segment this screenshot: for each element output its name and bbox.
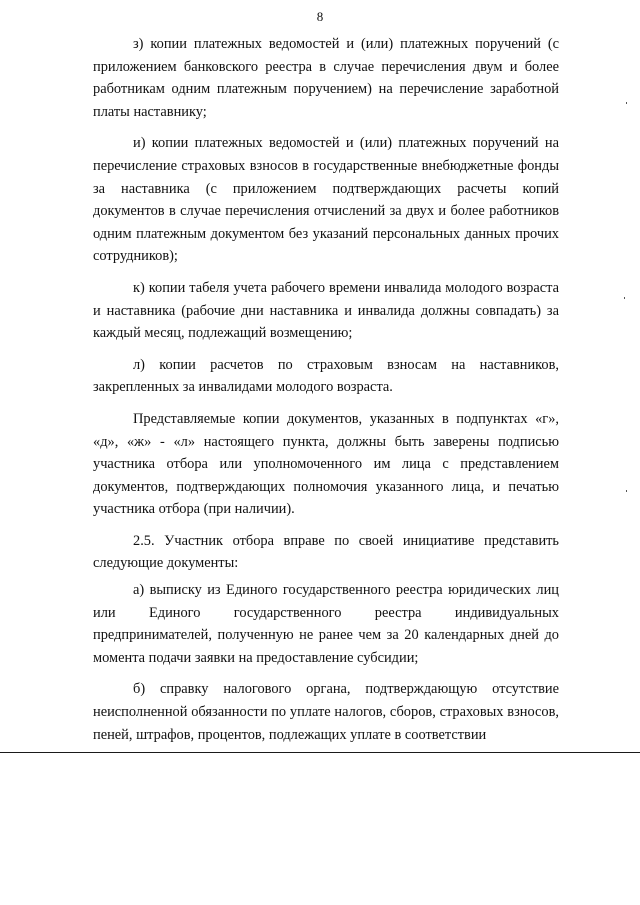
paragraph-a: а) выписку из Единого государственного реестра юридических лиц или Единого государственного реестра индивидуальных предпринимателей, полученную не ранее чем за 20 календарных дней до момента подачи заявки на предоставление субсидии; (93, 582, 559, 666)
paragraph-2-5: 2.5. Участник отбора вправе по своей инициативе представить следующие документы: (93, 532, 559, 572)
paragraph-i: и) копии платежных ведомостей и (или) платежных поручений на перечисление страховых взносов в государственные внебюджетные фонды за наставника (с приложением подтверждающих расчеты копий документов в случае перечисления отчислений за двух и более работников одним платежным документом без указаний персональных данных прочих сотрудников); (93, 135, 559, 265)
paragraph-certification: Представляемые копии документов, указанных в подпунктах «г», «д», «ж» - «л» настоящего пункта, должны быть заверены подписью участника отбора или уполномоченного им лица с представлением документов, подтверждающих полномочия указанного лица, и печатью участника отбора (при наличии). (93, 410, 559, 518)
paragraph-l: л) копии расчетов по страховым взносам на наставников, закрепленных за инвалидами молодого возраста. (93, 356, 559, 396)
scan-speck (626, 102, 627, 104)
page-number: 8 (316, 9, 324, 24)
paragraph-b: б) справку налогового органа, подтверждающую отсутствие неисполненной обязанности по уплате налогов, сборов, страховых взносов, пеней, штрафов, процентов, подлежащих уплате в соответствии (93, 681, 559, 743)
page-break-line (0, 752, 640, 753)
scan-speck (626, 490, 627, 492)
paragraph-k: к) копии табеля учета рабочего времени инвалида молодого возраста и наставника (рабочие дни наставника и инвалида должны совпадать) за каждый месяц, подлежащий возмещению; (93, 279, 559, 342)
document-body (93, 33, 559, 746)
paragraph-z: з) копии платежных ведомостей и (или) платежных поручений (с приложением банковского реестра в случае перечисления двум и более работникам одним платежным поручением) на перечисление заработной платы наставнику; (93, 36, 559, 120)
scan-speck (624, 297, 625, 299)
